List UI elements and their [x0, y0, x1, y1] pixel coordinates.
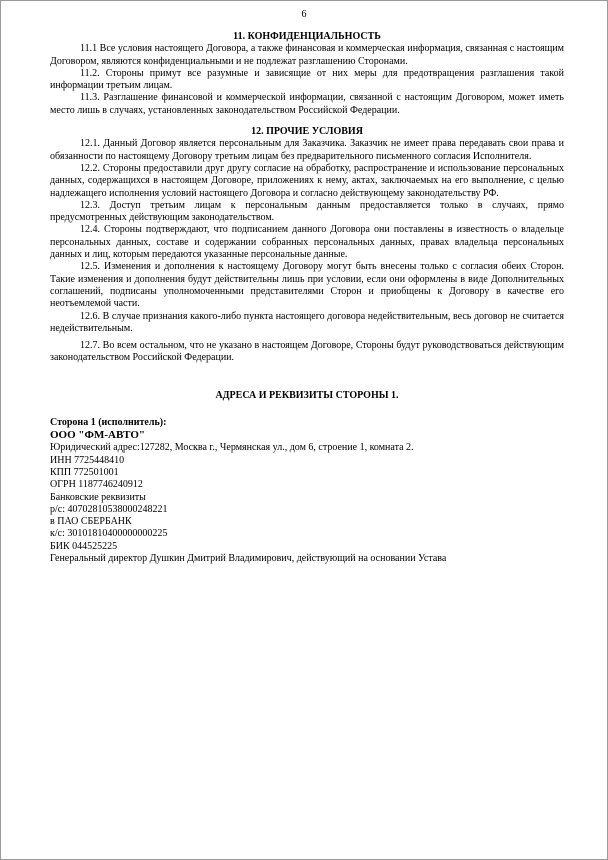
- clause-12-3: 12.3. Доступ третьим лицам к персональным данным предоставляется только в случаях, прямо предусмотренных действующим законодательством.: [50, 199, 564, 224]
- clause-12-5: 12.5. Изменения и дополнения к настоящему Договору могут быть внесены только с согласия обеих Сторон. Такие изменения и дополнения будут действительны лишь при условии, если они оформлены в виде Дополнительных соглашений, подписаны уполномоченными представителями Сторон и приобщены к Договору в качестве его неотъемлемой части.: [50, 261, 564, 310]
- director: Генеральный директор Душкин Дмитрий Владимирович, действующий на основании Устава: [50, 552, 447, 564]
- bank-name: в ПАО СБЕРБАНК: [50, 516, 132, 528]
- bank-heading: Банковские реквизиты: [50, 491, 146, 503]
- clause-12-4: 12.4. Стороны подтверждают, что подписанием данного Договора они поставлены в известность о владельце персональных данных, составе и содержании собранных персональных данных, правах владельца персональных данных и лиц, которым передаются указанные персональные данные.: [50, 224, 564, 261]
- settlement-account: р/с: 40702810538000248221: [50, 503, 168, 515]
- document-body: [50, 28, 564, 565]
- kpp: КПП 772501001: [50, 466, 119, 478]
- legal-address: Юридический адрес:127282, Москва г., Чермянская ул., дом 6, строение 1, комната 2.: [50, 442, 414, 454]
- clause-12-7: 12.7. Во всем остальном, что не указано в настоящем Договоре, Стороны будут руководствоваться действующим законодательством Российской Федерации.: [50, 340, 564, 364]
- bik: БИК 044525225: [50, 540, 118, 552]
- section-11-title: 11. КОНФИДЕНЦИАЛЬНОСТЬ: [233, 31, 381, 42]
- clause-11-2: 11.2. Стороны примут все разумные и зависящие от них меры для предотвращения разглашения такой информации третьим лицам.: [50, 67, 564, 92]
- party-1-requisites: [50, 417, 564, 565]
- clause-12-2: 12.2. Стороны предоставили друг другу согласие на обработку, распространение и использование персональных данных, содержащихся в настоящем Договоре, приложениях к нему, актах, заключаемых на его выполнение, с целью надлежащего исполнения условий настоящего Договора и согласно действующему законодательству РФ.: [50, 162, 564, 199]
- ogrn: ОГРН 1187746240912: [50, 479, 143, 491]
- page-number: 6: [301, 9, 307, 20]
- clause-11-3: 11.3. Разглашение финансовой и коммерческой информации, связанной с настоящим Договором, может иметь место лишь в случаях, установленных законодательством Российской Федерации.: [50, 92, 564, 116]
- clause-11-1: 11.1 Все условия настоящего Договора, а также финансовая и коммерческая информация, связанная с настоящим Договором, являются конфиденциальными и не подлежат разглашению Сторонами.: [50, 43, 564, 67]
- inn: ИНН 7725448410: [50, 454, 125, 466]
- section-12-title: 12. ПРОЧИЕ УСЛОВИЯ: [251, 126, 363, 138]
- requisites-title: АДРЕСА И РЕКВИЗИТЫ СТОРОНЫ 1.: [215, 389, 399, 401]
- clause-12-6: 12.6. В случае признания какого-либо пункта настоящего договора недействительным, весь договор не считается недействительным.: [50, 310, 564, 334]
- correspondent-account: к/с: 30101810400000000225: [50, 528, 168, 540]
- party-label: Сторона 1 (исполнитель):: [50, 417, 167, 429]
- clause-12-1: 12.1. Данный Договор является персональным для Заказчика. Заказчик не имеет права передавать свои права и обязанности по настоящему Договору третьим лицам без предварительного письменного согласия Исполнителя.: [50, 138, 564, 162]
- company-name: ООО "ФМ-АВТО": [50, 429, 146, 442]
